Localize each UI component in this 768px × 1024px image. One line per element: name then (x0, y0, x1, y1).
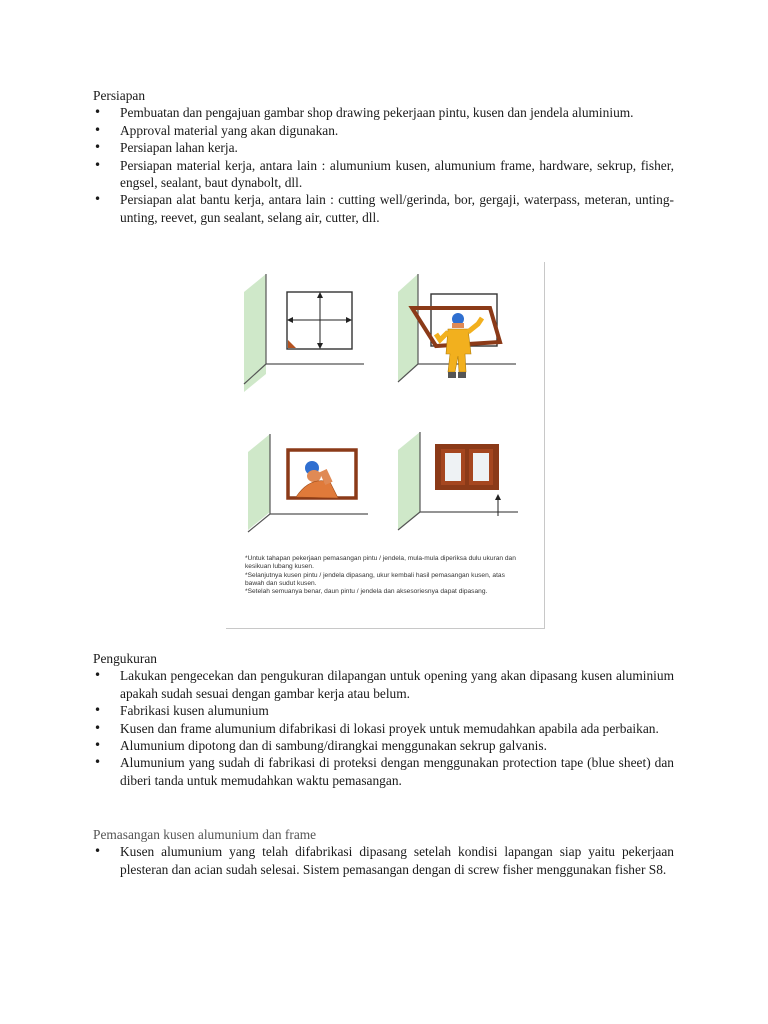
worker-body (296, 481, 338, 498)
panel-check-frame (248, 434, 368, 532)
figure-caption (245, 555, 523, 596)
list-item: • Persiapan lahan kerja. (93, 139, 674, 156)
list-item: • Approval material yang akan digunakan. (93, 122, 674, 139)
panel-measure-opening (244, 274, 364, 392)
caption-line: *Setelah semuanya benar, daun pintu / jendela dan aksesoriesnya dapat dipasang. (245, 588, 488, 596)
caption-line: *Untuk tahapan pekerjaan pemasangan pintu / jendela, mula-mula diperiksa dulu ukuran dan kesikuan lubang kusen. (245, 555, 516, 571)
section-pengukuran (93, 650, 674, 789)
list-item: • Kusen alumunium yang telah difabrikasi dipasang setelah kondisi lapangan siap yaitu pekerjaan plesteran dan acian sudah selesai. Sistem pemasangan dengan di screw fisher menggunakan fisher S8. (93, 843, 674, 878)
list-persiapan (93, 104, 674, 226)
worker-body (446, 329, 471, 372)
heading-pemasangan: Pemasangan kusen alumunium dan frame (93, 827, 317, 842)
list-item: • Fabrikasi kusen alumunium (93, 702, 674, 719)
list-item: • Pembuatan dan pengajuan gambar shop drawing pekerjaan pintu, kusen dan jendela aluminium. (93, 104, 674, 121)
list-pengukuran (93, 667, 674, 789)
panel-install-frame (398, 274, 516, 382)
list-item: • Persiapan material kerja, antara lain : alumunium kusen, alumunium frame, hardware, sekrup, fisher, engsel, sealant, baut dynabolt, dll. (93, 157, 674, 192)
glass-pane (473, 453, 489, 481)
glass-pane (445, 453, 461, 481)
heading-persiapan: Persiapan (93, 88, 146, 103)
panel-finished-window (398, 432, 518, 530)
section-pemasangan (93, 826, 674, 878)
caption-line: *Selanjutnya kusen pintu / jendela dipasang, ukur kembali hasil pemasangan kusen, atas bawah dan sudut kusen. (245, 571, 505, 587)
list-item: • Lakukan pengecekan dan pengukuran dilapangan untuk opening yang akan dipasang kusen aluminium apakah sudah sesuai dengan gambar kerja atau belum. (93, 667, 674, 702)
list-pemasangan (93, 843, 674, 878)
section-persiapan (93, 87, 674, 226)
heading-pengukuran: Pengukuran (93, 651, 157, 666)
list-item: • Persiapan alat bantu kerja, antara lain : cutting well/gerinda, bor, gergaji, waterpass, meteran, unting-unting, reevet, gun sealant, selang air, cutter, dll. (93, 191, 674, 226)
list-item: • Alumunium dipotong dan di sambung/dirangkai menggunakan sekrup galvanis. (93, 737, 674, 754)
installation-figure (226, 262, 545, 629)
list-item: • Kusen dan frame alumunium difabrikasi di lokasi proyek untuk memudahkan apabila ada perbaikan. (93, 720, 674, 737)
list-item: • Alumunium yang sudah di fabrikasi di proteksi dengan menggunakan protection tape (blue sheet) dan diberi tanda untuk memudahkan waktu pemasangan. (93, 754, 674, 789)
